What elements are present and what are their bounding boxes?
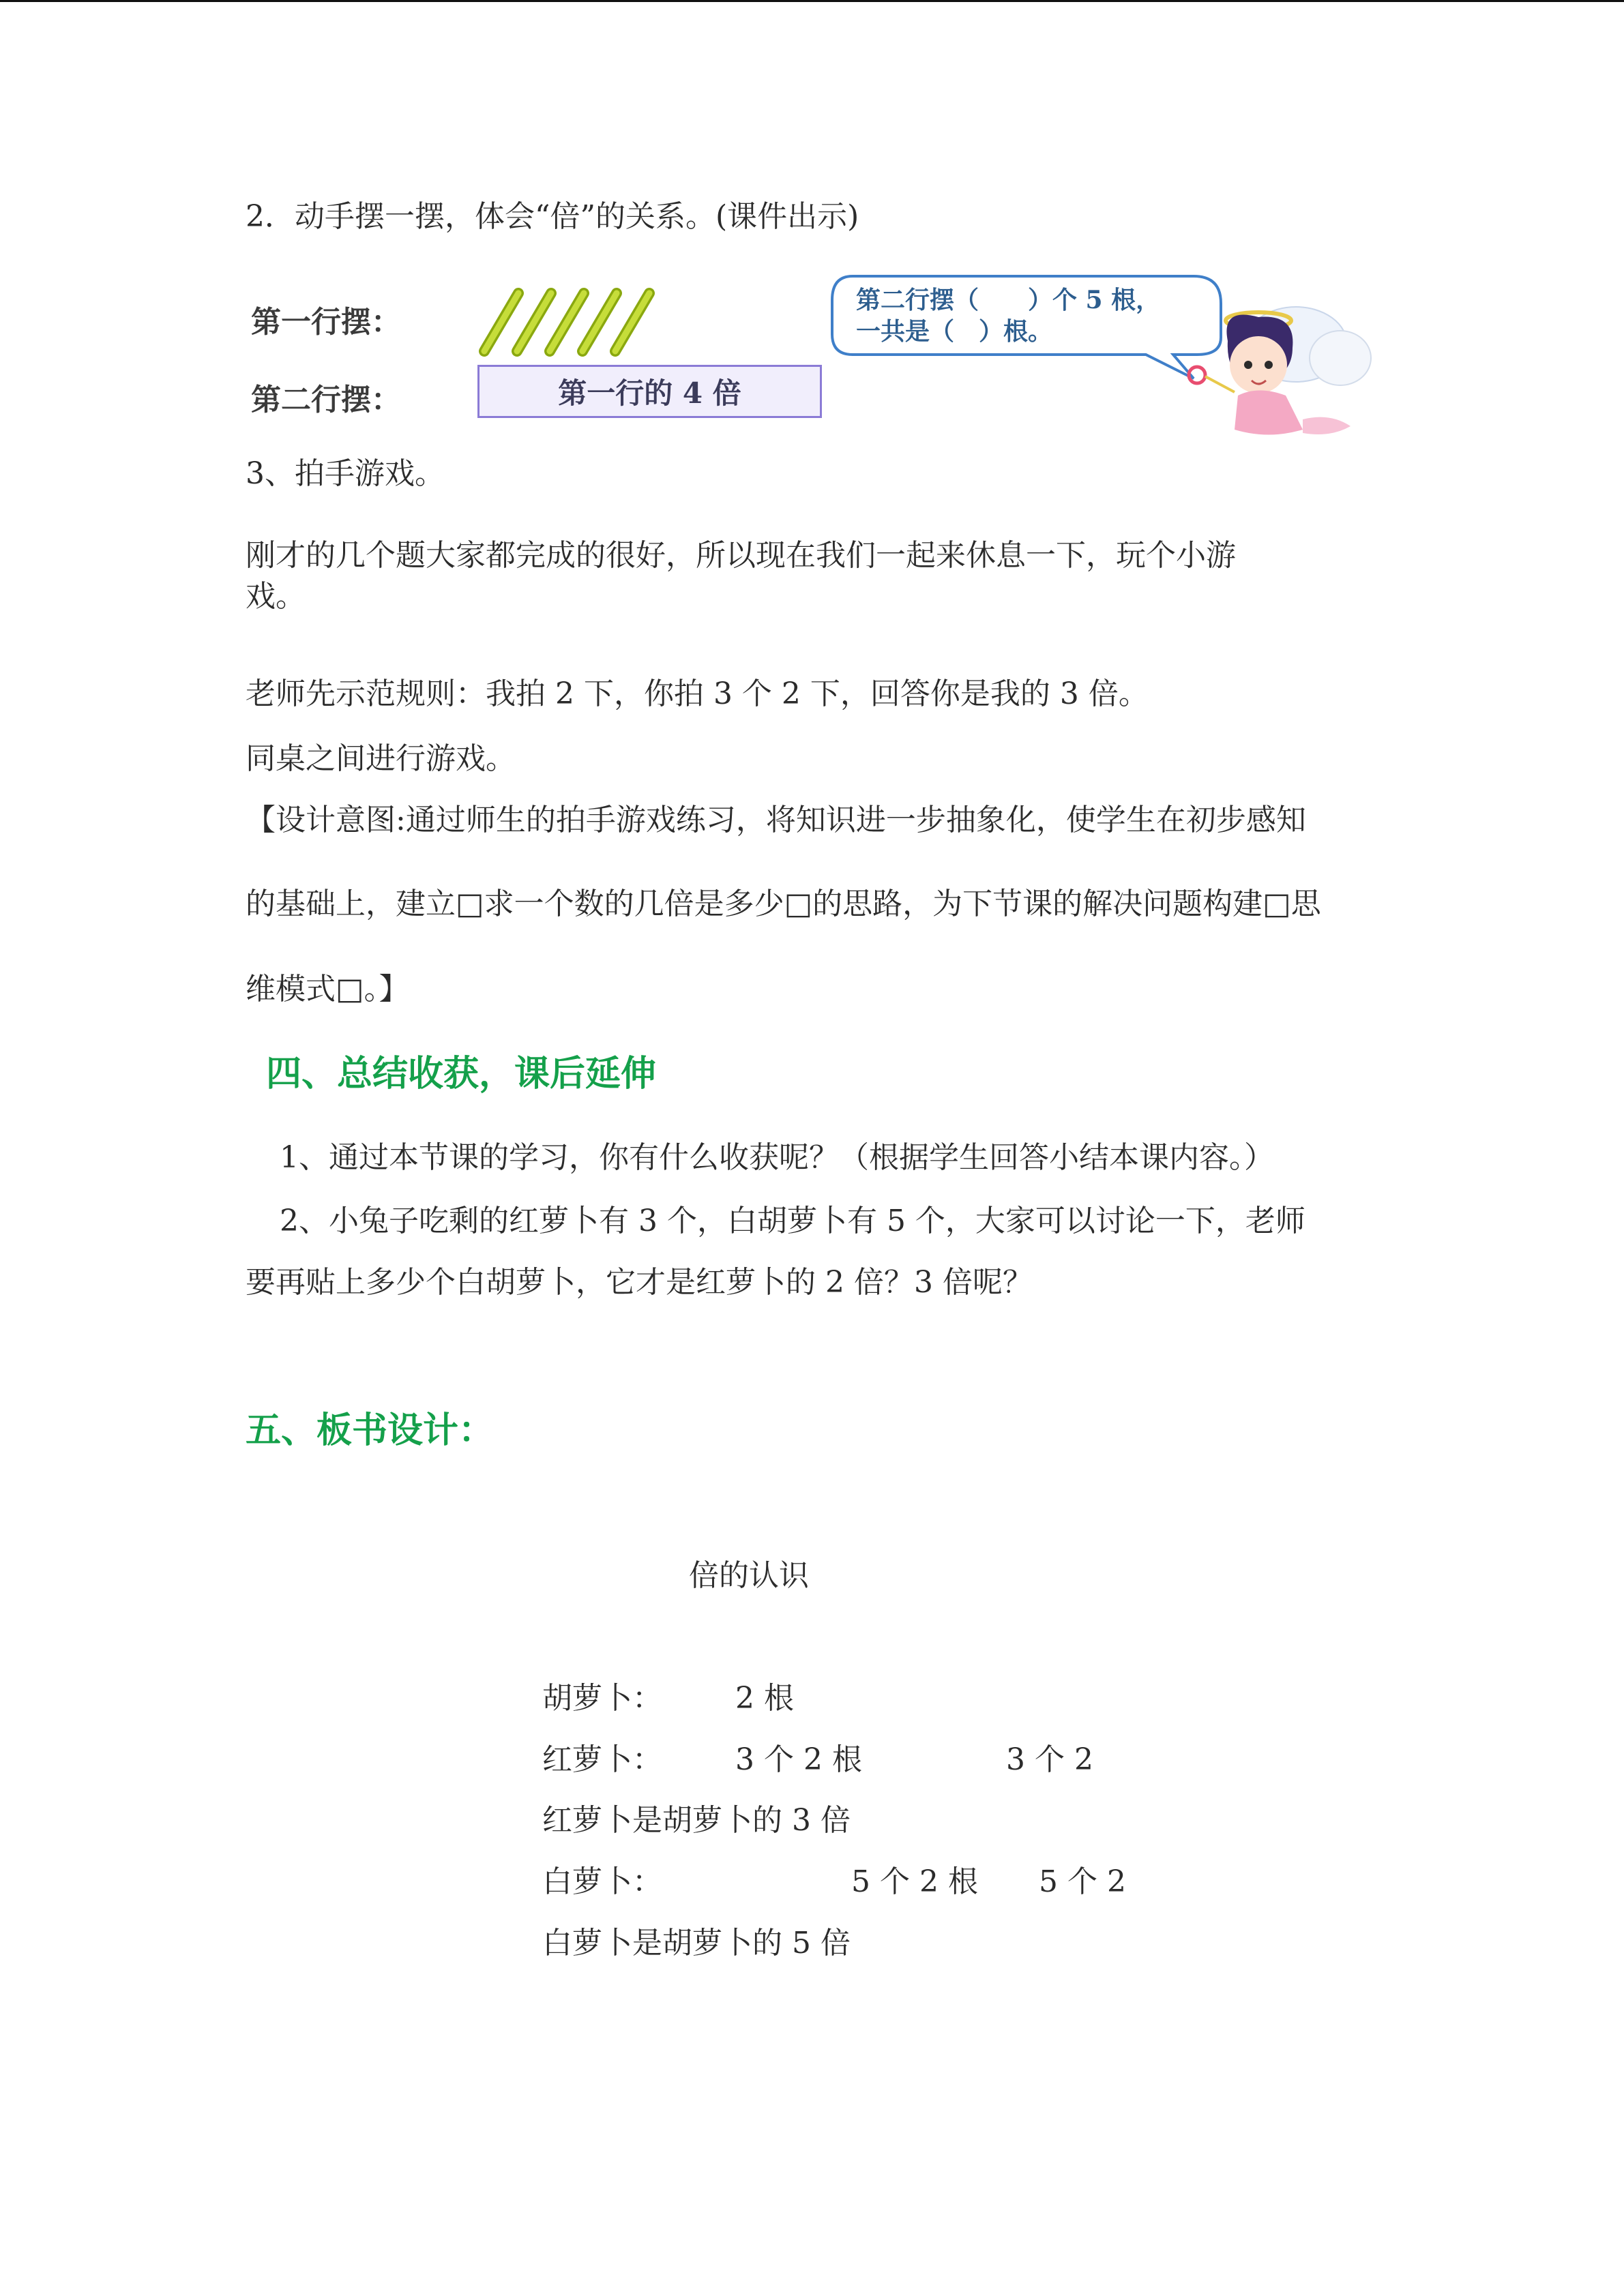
board-row2-extra: 3 个 2 bbox=[1006, 1742, 1093, 1777]
rule-text: 老师先示范规则：我拍 2 下，你拍 3 个 2 下，回答你是我的 3 倍。 bbox=[246, 676, 1149, 711]
board-row4-value: 5 个 2 根 bbox=[851, 1864, 978, 1899]
board-row4-extra: 5 个 2 bbox=[1039, 1864, 1126, 1899]
sticks-illustration bbox=[471, 283, 662, 361]
step2-heading: 2．动手摆一摆，体会“倍”的关系。(课件出示) bbox=[246, 199, 859, 234]
design-intent-line1: 【设计意图:通过师生的拍手游戏练习，将知识进一步抽象化，使学生在初步感知 bbox=[246, 803, 1306, 837]
section4-item2-line1: 2、小兔子吃剩的红萝卜有 3 个，白胡萝卜有 5 个，大家可以讨论一下，老师 bbox=[280, 1204, 1305, 1238]
angel-cartoon-illustration bbox=[1173, 293, 1378, 443]
board-row1-label: 胡萝卜： bbox=[542, 1681, 662, 1716]
board-row5: 白萝卜是胡萝卜的 5 倍 bbox=[542, 1926, 851, 1960]
design-intent-line3: 维模式□。】 bbox=[246, 972, 409, 1007]
bubble-line2: 一共是（ ）根。 bbox=[856, 317, 1053, 346]
board-row2-label: 红萝卜： bbox=[542, 1742, 662, 1777]
row2-box: 第一行的 4 倍 bbox=[477, 365, 822, 418]
board-row1-value: 2 根 bbox=[735, 1681, 794, 1716]
desk-game-text: 同桌之间进行游戏。 bbox=[246, 741, 516, 776]
section4-heading: 四、总结收获，课后延伸 bbox=[266, 1054, 657, 1094]
bubble-line1: 第二行摆（ ）个 5 根， bbox=[856, 286, 1161, 314]
row2-label: 第二行摆： bbox=[251, 383, 401, 417]
step3-paragraph-line2: 戏。 bbox=[246, 579, 306, 614]
step3-paragraph-line1: 刚才的几个题大家都完成的很好，所以现在我们一起来休息一下，玩个小游 bbox=[246, 538, 1236, 573]
step3-title: 3、拍手游戏。 bbox=[246, 456, 445, 491]
board-row3: 红萝卜是胡萝卜的 3 倍 bbox=[542, 1803, 851, 1838]
design-intent-line2: 的基础上，建立□求一个数的几倍是多少□的思路，为下节课的解决问题构建□思 bbox=[246, 886, 1321, 921]
section4-item1: 1、通过本节课的学习，你有什么收获呢？（根据学生回答小结本课内容。） bbox=[280, 1140, 1274, 1175]
board-row2-value: 3 个 2 根 bbox=[735, 1742, 862, 1777]
section5-heading: 五、板书设计： bbox=[246, 1410, 494, 1451]
board-title: 倍的认识 bbox=[689, 1558, 809, 1593]
top-border-line bbox=[0, 0, 1624, 2]
section4-item2-line2: 要再贴上多少个白胡萝卜，它才是红萝卜的 2 倍？3 倍呢？ bbox=[246, 1265, 1033, 1300]
board-row4-label: 白萝卜： bbox=[542, 1864, 662, 1899]
row1-label: 第一行摆： bbox=[251, 305, 401, 340]
